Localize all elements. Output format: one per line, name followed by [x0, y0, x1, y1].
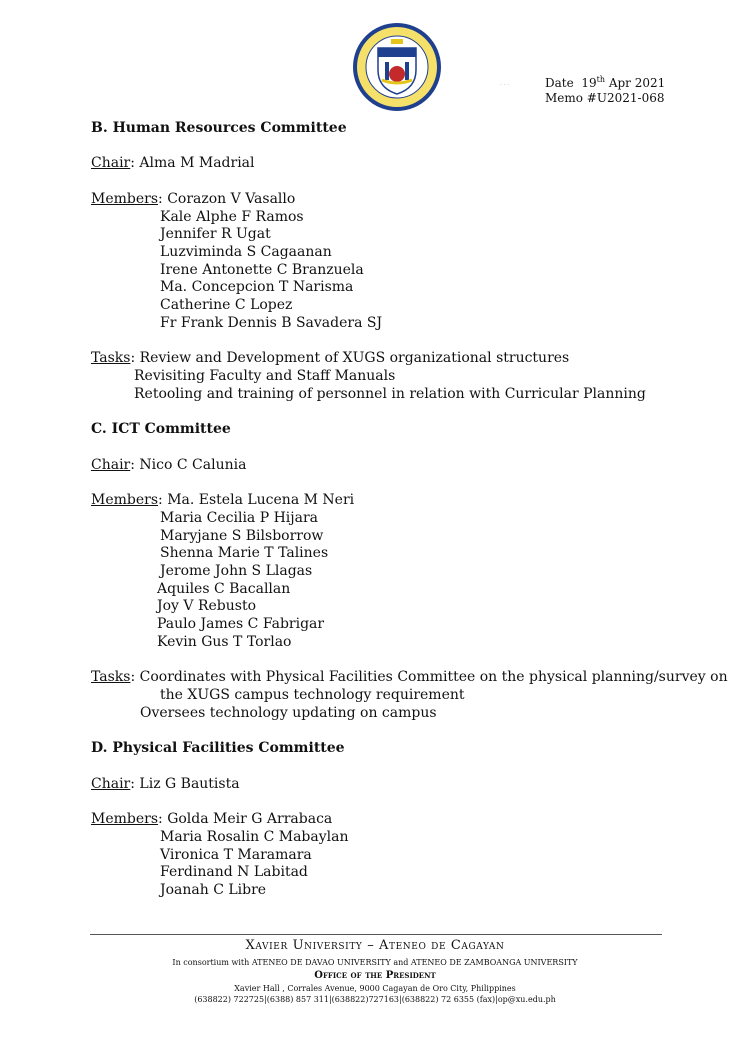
hr-member: Jennifer R Ugat [160, 226, 271, 242]
ict-members: Members: Ma. Estela Lucena M Neri [91, 492, 355, 508]
ict-member: Maryjane S Bilsborrow [160, 528, 324, 544]
hr-member: Luzviminda S Cagaanan [160, 244, 332, 260]
ict-member: Maria Cecilia P Hijara [160, 510, 318, 526]
pf-chair: Chair: Liz G Bautista [91, 776, 240, 792]
ict-heading: C. ICT Committee [91, 421, 231, 437]
footer-consortium: In consortium with ATENEO DE DAVAO UNIVERSITY and ATENEO DE ZAMBOANGA UNIVERSITY [172, 958, 578, 967]
memo-number: Memo #U2021-068 [545, 91, 665, 105]
ict-tasks: Tasks: Coordinates with Physical Facilities Committee on the physical planning/survey on [91, 669, 728, 685]
faint-mark: · · · [500, 82, 510, 89]
ict-task: Oversees technology updating on campus [140, 705, 437, 721]
pf-members: Members: Golda Meir G Arrabaca [91, 811, 333, 827]
ict-member: Jerome John S Llagas [160, 563, 313, 579]
ict-chair: Chair: Nico C Calunia [91, 457, 247, 473]
ict-member: Paulo James C Fabrigar [157, 616, 325, 632]
ict-member: Joy V Rebusto [157, 598, 257, 614]
ict-task-continuation: the XUGS campus technology requirement [160, 687, 465, 703]
memo-date-block [545, 72, 665, 106]
pf-member: Joanah C Libre [160, 882, 267, 898]
hr-task: Revisiting Faculty and Staff Manuals [134, 368, 396, 384]
footer-university: Xavier University – Ateneo de Cagayan [245, 938, 505, 953]
ict-member: Kevin Gus T Torlao [157, 634, 292, 650]
university-seal-logo [352, 22, 442, 112]
footer-address: Xavier Hall , Corrales Avenue, 9000 Cagayan de Oro City, Philippines [234, 984, 516, 993]
hr-member: Kale Alphe F Ramos [160, 209, 304, 225]
pf-member: Vironica T Maramara [160, 847, 312, 863]
hr-member: Ma. Concepcion T Narisma [160, 279, 354, 295]
pf-heading: D. Physical Facilities Committee [91, 740, 345, 756]
hr-chair: Chair: Alma M Madrial [91, 155, 255, 171]
ict-member: Shenna Marie T Talines [160, 545, 329, 561]
hr-member: Fr Frank Dennis B Savadera SJ [160, 315, 383, 331]
pf-member: Ferdinand N Labitad [160, 864, 308, 880]
hr-member: Catherine C Lopez [160, 297, 293, 313]
hr-task: Retooling and training of personnel in relation with Curricular Planning [134, 386, 646, 402]
hr-member: Irene Antonette C Branzuela [160, 262, 364, 278]
ict-member: Aquiles C Bacallan [157, 581, 291, 597]
hr-heading: B. Human Resources Committee [91, 120, 347, 136]
memo-date: Date 19th Apr 2021 [545, 75, 666, 90]
footer-contact: (638822) 722725|(6388) 857 311|(638822)727163|(638822) 72 6355 (fax)|op@xu.edu.ph [194, 995, 556, 1004]
footer-office: Office of the President [314, 970, 436, 981]
pf-member: Maria Rosalin C Mabaylan [160, 829, 349, 845]
footer-divider [90, 934, 662, 935]
hr-members: Members: Corazon V Vasallo [91, 191, 296, 207]
hr-tasks: Tasks: Review and Development of XUGS organizational structures [91, 350, 570, 366]
